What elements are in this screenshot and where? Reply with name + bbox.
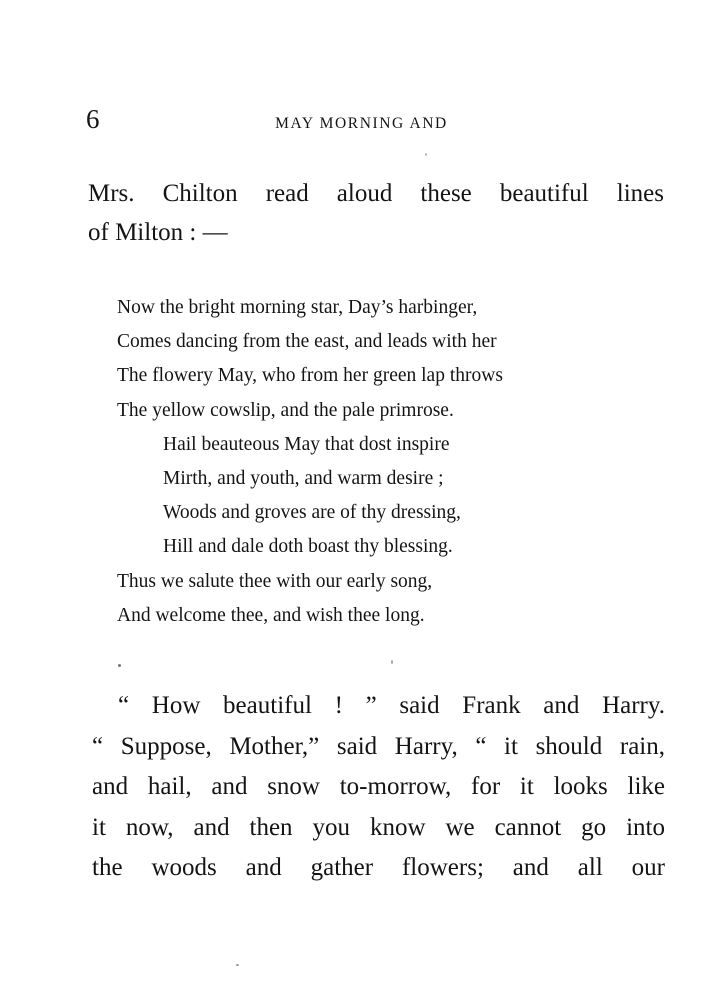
prose-line: the woods and gather flowers; and all our (92, 854, 665, 881)
poem-block (117, 291, 503, 633)
poem-line: And welcome thee, and wish thee long. (117, 604, 425, 626)
running-title: MAY MORNING AND (275, 115, 448, 132)
scan-speck (425, 153, 427, 156)
prose-line: it now, and then you know we cannot go into (92, 813, 665, 841)
prose-line: “ Suppose, Mother,” said Harry, “ it should rain, (92, 732, 665, 760)
poem-line: Hill and dale doth boast thy blessing. (163, 536, 453, 558)
scan-speck (236, 964, 239, 966)
scan-speck (391, 660, 393, 664)
poem-line: Hail beauteous May that dost inspire (163, 433, 450, 455)
poem-line: Thus we salute thee with our early song, (117, 570, 433, 592)
prose-line: and hail, and snow to-morrow, for it looks like (92, 773, 665, 800)
intro-line: Mrs. Chilton read aloud these beautiful lines (88, 180, 664, 207)
scan-speck (118, 664, 121, 667)
poem-line: Woods and groves are of thy dressing, (163, 502, 461, 524)
poem-line: The yellow cowslip, and the pale primrose. (117, 399, 454, 421)
poem-line: Comes dancing from the east, and leads with her (117, 331, 497, 353)
poem-line: Now the bright morning star, Day’s harbinger, (117, 297, 478, 318)
poem-line: Mirth, and youth, and warm desire ; (163, 468, 444, 490)
intro-paragraph (88, 174, 664, 252)
poem-line: The flowery May, who from her green lap throws (117, 365, 503, 387)
prose-line: “ How beautiful ! ” said Frank and Harry. (118, 692, 665, 719)
prose-paragraph (92, 686, 665, 889)
page-number: 6 (86, 104, 100, 134)
intro-line: of Milton : — (88, 219, 228, 246)
